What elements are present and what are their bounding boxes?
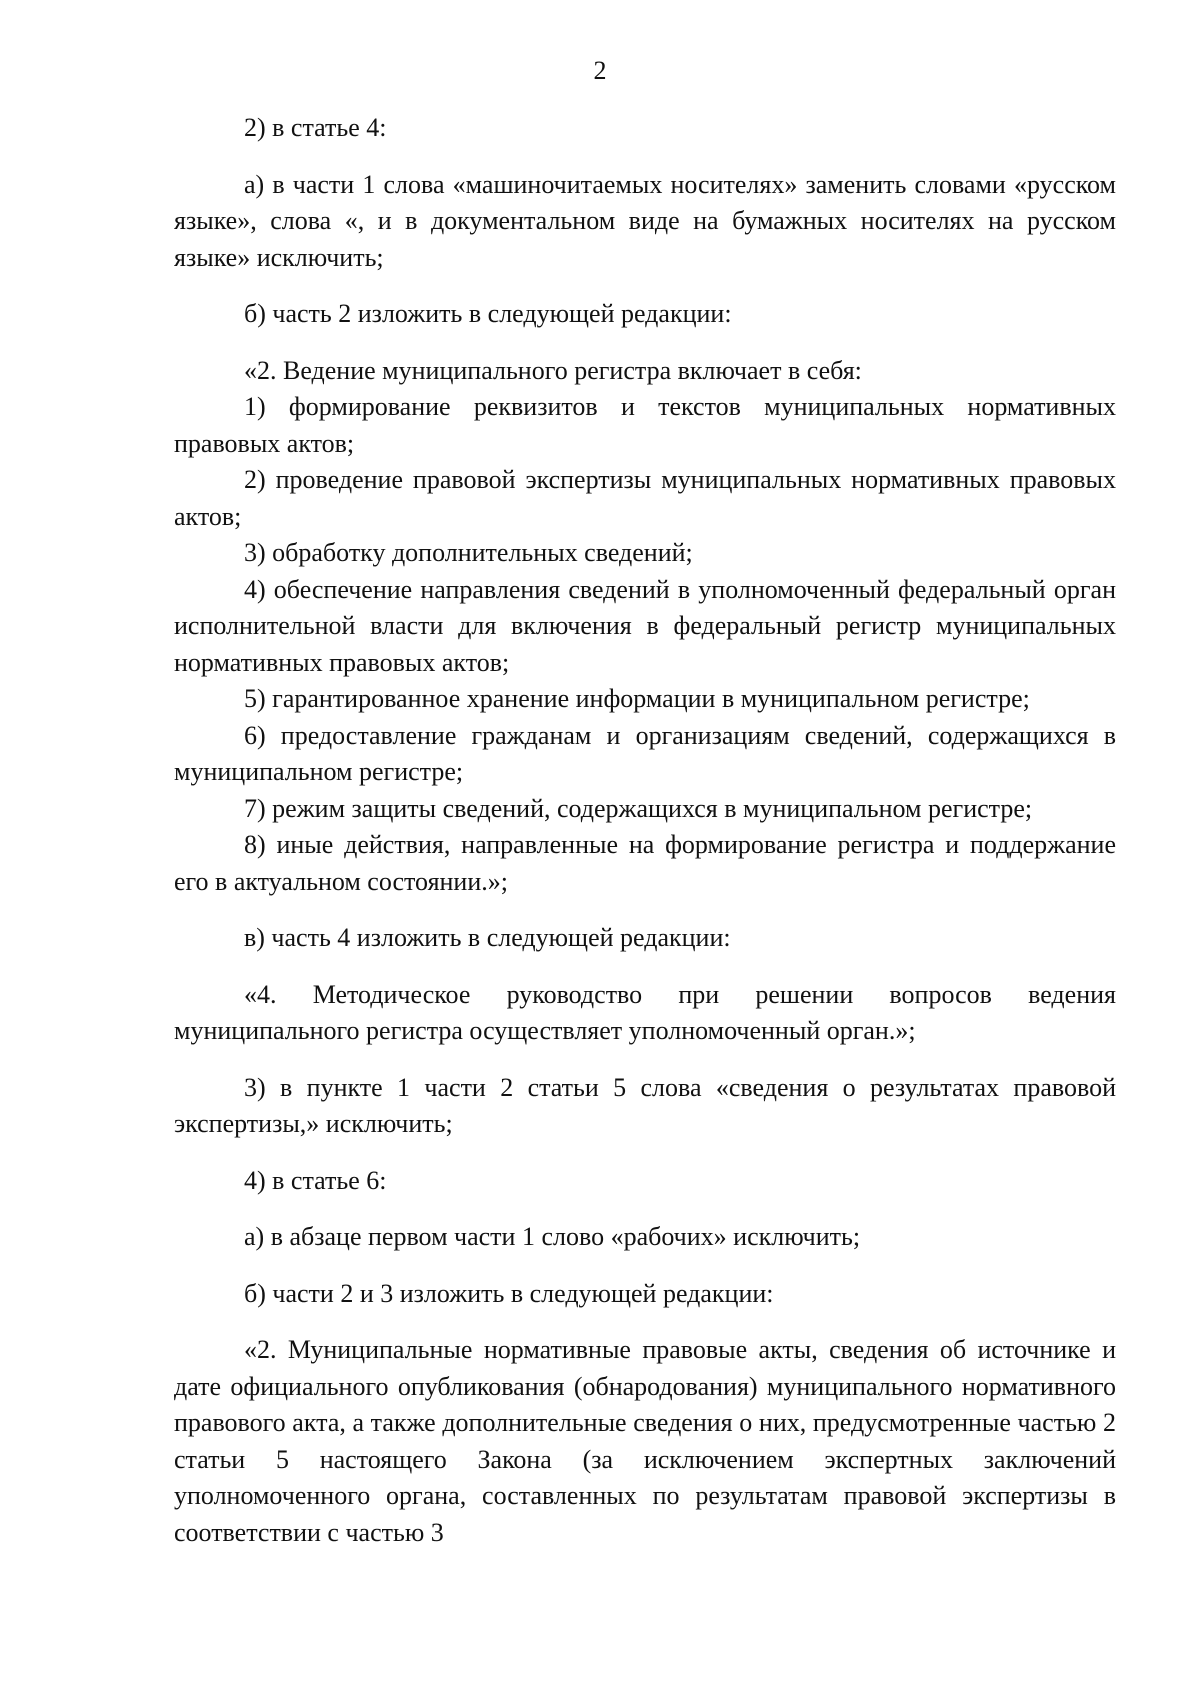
- list-item-5: 5) гарантированное хранение информации в муниципальном регистре;: [244, 684, 1030, 713]
- paragraph-part-2-heading: «2. Ведение муниципального регистра включает в себя:: [244, 355, 862, 385]
- paragraph-article-4: 2) в статье 4:: [244, 113, 387, 142]
- paragraph-article-6: 4) в статье 6:: [244, 1165, 387, 1195]
- list-item-6: 6) предоставление гражданам и организациям сведений, содержащихся в муниципальном регистре;: [174, 720, 1116, 786]
- list-item-1: 1) формирование реквизитов и текстов муниципальных нормативных правовых актов;: [174, 392, 1116, 458]
- paragraph-part-4-text: «4. Методическое руководство при решении вопросов ведения муниципального регистра осуществляет уполномоченный орган.»;: [174, 979, 1116, 1045]
- list-item-4: 4) обеспечение направления сведений в уполномоченный федеральный орган исполнительной власти для включения в федеральный регистр муниципальных нормативных правовых актов;: [174, 574, 1116, 677]
- list-item-2: 2) проведение правовой экспертизы муниципальных нормативных правовых актов;: [174, 465, 1116, 531]
- paragraph-6b: б) части 2 и 3 изложить в следующей редакции:: [244, 1278, 774, 1308]
- list-item-7: 7) режим защиты сведений, содержащихся в муниципальном регистре;: [244, 793, 1033, 823]
- paragraph-4b: б) часть 2 изложить в следующей редакции:: [244, 299, 732, 328]
- document-body: [174, 110, 1116, 1551]
- paragraph-part-2-text: «2. Муниципальные нормативные правовые акты, сведения об источнике и дате официального опубликования (обнародования) муниципального нормативного правового акта, а также дополнительные сведения о них, предусмотренные частью 2 статьи 5 настоящего Закона (за исключением экспертных заключений уполномоченного органа, составленных по результатам правовой экспертизы в соответствии с частью 3: [174, 1335, 1116, 1547]
- list-item-8: 8) иные действия, направленные на формирование регистра и поддержание его в актуальном состоянии.»;: [174, 830, 1116, 896]
- list-item-3: 3) обработку дополнительных сведений;: [244, 538, 693, 567]
- paragraph-6a: а) в абзаце первом части 1 слово «рабочих» исключить;: [244, 1222, 861, 1251]
- paragraph-4a: а) в части 1 слова «машиночитаемых носителях» заменить словами «русском языке», слова «, и в документальном виде на бумажных носителях на русском языке» исключить;: [174, 169, 1116, 272]
- paragraph-article-5: 3) в пункте 1 части 2 статьи 5 слова «сведения о результатах правовой экспертизы,» исключить;: [174, 1072, 1116, 1138]
- paragraph-4v: в) часть 4 изложить в следующей редакции:: [244, 923, 731, 952]
- page-number: 2: [593, 56, 607, 85]
